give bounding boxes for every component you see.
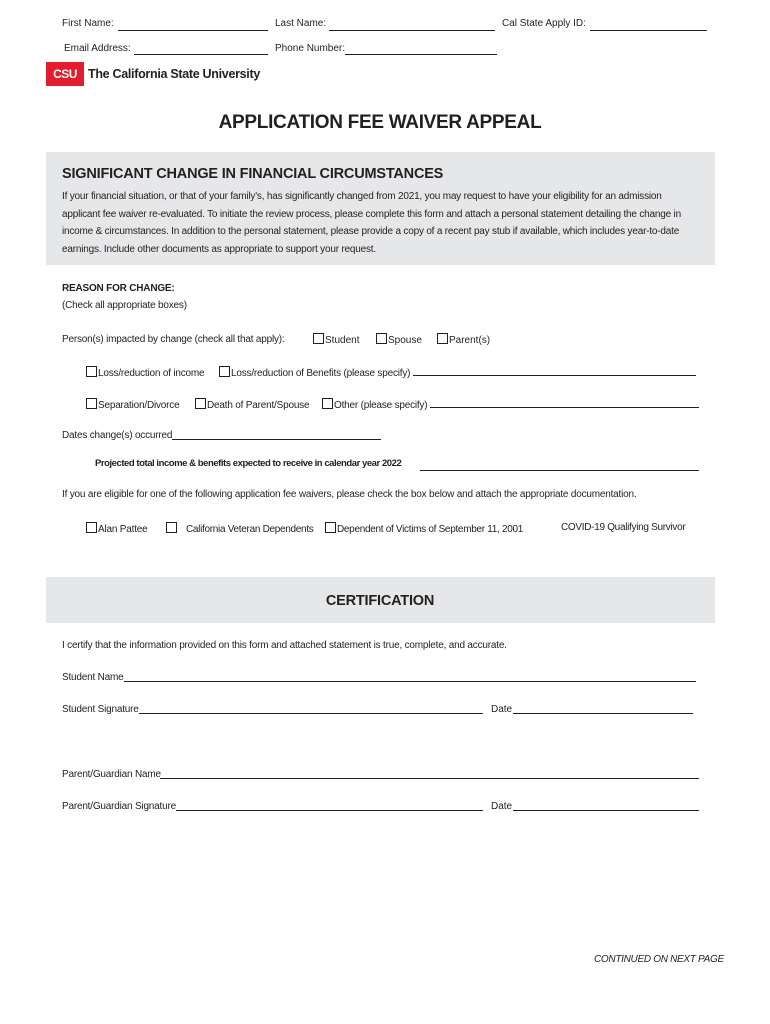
financial-change-description (62, 188, 712, 258)
certification-heading: CERTIFICATION (325, 593, 435, 609)
student-checkbox-group[interactable] (313, 333, 359, 346)
death-checkbox-group[interactable] (195, 398, 309, 411)
apply-id-input-line[interactable] (590, 30, 707, 31)
last-name-input-line[interactable] (329, 30, 495, 31)
csu-logo-mark-text: CSU (53, 67, 77, 81)
covid-survivor-option: COVID-19 Qualifying Survivor (561, 522, 686, 533)
phone-input-line[interactable] (345, 54, 497, 55)
projected-income-input-line[interactable] (420, 470, 699, 471)
first-name-label: First Name: (62, 18, 114, 29)
other-specify-line[interactable] (430, 407, 699, 408)
parents-checkbox-group[interactable] (437, 333, 490, 346)
phone-field (275, 43, 345, 54)
other-checkbox-group[interactable] (322, 398, 427, 411)
financial-change-heading: SIGNIFICANT CHANGE IN FINANCIAL CIRCUMSTANCES (62, 166, 444, 182)
veteran-dependents-checkbox-group[interactable] (166, 522, 314, 535)
student-signature-label: Student Signature (62, 704, 139, 715)
loss-income-label: Loss/reduction of income (98, 368, 205, 379)
student-name-label: Student Name (62, 672, 124, 683)
student-signature-input-line[interactable] (139, 713, 483, 714)
loss-income-checkbox[interactable] (86, 366, 97, 377)
csu-logo-mark (46, 62, 84, 86)
spouse-option-label: Spouse (388, 335, 422, 346)
other-label: Other (please specify) (334, 400, 428, 411)
parent-date-input-line[interactable] (513, 810, 699, 811)
email-input-line[interactable] (134, 54, 268, 55)
first-name-field (62, 18, 114, 29)
parents-option-label: Parent(s) (449, 335, 491, 346)
death-label: Death of Parent/Spouse (207, 400, 310, 411)
certification-statement: I certify that the information provided on this form and attached statement is true, complete, and accurate. (62, 640, 507, 651)
alan-pattee-label: Alan Pattee (98, 524, 148, 535)
sept11-checkbox[interactable] (325, 522, 336, 533)
csu-logo-name: The California State University (88, 67, 260, 81)
other-checkbox[interactable] (322, 398, 333, 409)
eligible-waiver-text: If you are eligible for one of the following application fee waivers, please check the box below and attach the appropriate documentation. (62, 489, 637, 500)
parent-name-input-line[interactable] (160, 778, 699, 779)
separation-checkbox[interactable] (86, 398, 97, 409)
student-name-input-line[interactable] (124, 681, 696, 682)
first-name-input-line[interactable] (118, 30, 268, 31)
loss-benefits-checkbox[interactable] (219, 366, 230, 377)
student-checkbox[interactable] (313, 333, 324, 344)
death-checkbox[interactable] (195, 398, 206, 409)
reason-heading: REASON FOR CHANGE: (62, 283, 175, 294)
persons-impacted-label: Person(s) impacted by change (check all that apply): (62, 334, 285, 345)
alan-pattee-checkbox-group[interactable] (86, 522, 148, 535)
email-label: Email Address: (64, 43, 131, 54)
parent-signature-label: Parent/Guardian Signature (62, 801, 176, 812)
student-date-label: Date (491, 704, 513, 715)
student-date-input-line[interactable] (513, 713, 693, 714)
parent-date-label: Date (491, 801, 513, 812)
description-line: earnings. Include other documents as appropriate to support your request. (62, 243, 376, 255)
loss-benefits-label: Loss/reduction of Benefits (please specify) (231, 368, 411, 379)
student-option-label: Student (325, 335, 360, 346)
alan-pattee-checkbox[interactable] (86, 522, 97, 533)
projected-income-label: Projected total income & benefits expected to receive in calendar year 2022 (95, 458, 402, 469)
apply-id-label: Cal State Apply ID: (502, 18, 586, 29)
apply-id-field (502, 18, 586, 29)
dates-changed-input-line[interactable] (172, 439, 381, 440)
loss-benefits-specify-line[interactable] (413, 375, 696, 376)
phone-label: Phone Number: (275, 43, 346, 54)
parent-signature-input-line[interactable] (176, 810, 483, 811)
description-line: applicant fee waiver re-evaluated. To initiate the review process, please complete this form and attach a personal statement detailing the change in (62, 208, 681, 220)
separation-label: Separation/Divorce (98, 400, 180, 411)
parent-name-label: Parent/Guardian Name (62, 769, 161, 780)
last-name-field (275, 18, 326, 29)
sept11-label: Dependent of Victims of September 11, 2001 (337, 524, 524, 535)
spouse-checkbox[interactable] (376, 333, 387, 344)
email-field (64, 43, 131, 54)
description-line: income & circumstances. In addition to the personal statement, please provide a copy of a recent pay stub if available, which includes year-to-date (62, 226, 680, 237)
loss-income-checkbox-group[interactable] (86, 366, 204, 379)
continued-next-page: CONTINUED ON NEXT PAGE (594, 954, 724, 965)
separation-checkbox-group[interactable] (86, 398, 179, 411)
last-name-label: Last Name: (275, 18, 327, 29)
dates-changed-label: Dates change(s) occurred (62, 430, 173, 441)
loss-benefits-checkbox-group[interactable] (219, 366, 410, 379)
veteran-dependents-checkbox[interactable] (166, 522, 177, 533)
spouse-checkbox-group[interactable] (376, 333, 422, 346)
parents-checkbox[interactable] (437, 333, 448, 344)
veteran-dependents-label: California Veteran Dependents (186, 524, 314, 535)
reason-subheading: (Check all appropriate boxes) (62, 300, 187, 311)
sept11-checkbox-group[interactable] (325, 522, 523, 535)
description-line: If your financial situation, or that of your family's, has significantly changed from 2021, you may request to have your eligibility for an admission (62, 191, 662, 202)
page-title: APPLICATION FEE WAIVER APPEAL (218, 112, 542, 133)
